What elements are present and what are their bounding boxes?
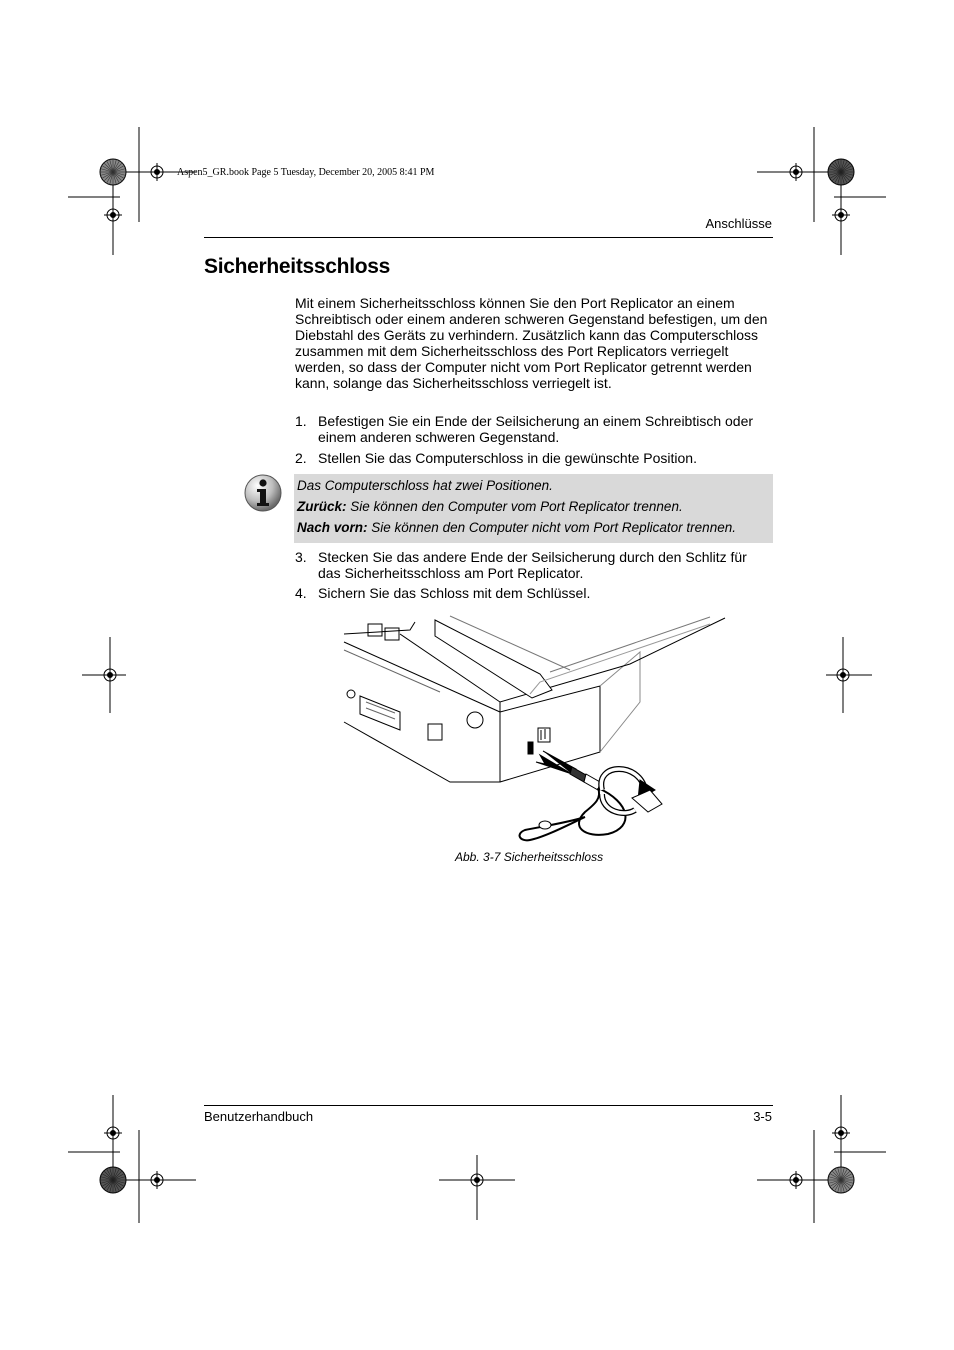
step-text: Befestigen Sie ein Ende der Seilsicherung an einem Schreibtisch oder einem anderen schweren Gegenstand.	[318, 413, 754, 445]
step-1	[295, 413, 773, 445]
note-forward-text: Sie können den Computer nicht vom Port Replicator trennen.	[367, 520, 736, 535]
figure-caption: Abb. 3-7 Sicherheitsschloss	[455, 850, 604, 864]
footer-title: Benutzerhandbuch	[204, 1109, 314, 1124]
step-number: 4.	[295, 585, 307, 601]
step-number: 2.	[295, 450, 307, 466]
security-lock-illustration	[340, 612, 730, 847]
section-title: Sicherheitsschloss	[204, 255, 391, 278]
step-number: 3.	[295, 549, 307, 565]
note-forward-label: Nach vorn:	[297, 520, 368, 535]
info-icon	[244, 474, 282, 512]
step-number: 1.	[295, 413, 307, 429]
note-back-text: Sie können den Computer vom Port Replicator trennen.	[346, 499, 683, 514]
running-header: Anschlüsse	[705, 216, 772, 231]
print-info: Aspen5_GR.book Page 5 Tuesday, December 20, 2005 8:41 PM	[177, 167, 435, 178]
step-text: Stellen Sie das Computerschloss in die gewünschte Position.	[318, 450, 697, 466]
note-back-label: Zurück:	[297, 499, 347, 514]
step-text: Sichern Sie das Schloss mit dem Schlüssel.	[318, 585, 591, 601]
note-line-forward	[297, 520, 736, 535]
step-text: Stecken Sie das andere Ende der Seilsicherung durch den Schlitz für das Sicherheitsschloss am Port Replicator.	[318, 549, 747, 581]
intro-paragraph: Mit einem Sicherheitsschloss können Sie den Port Replicator an einem Schreibtisch oder einem anderen schweren Gegenstand befestigen, um den Diebstahl des Geräts zu verhindern. Zusätzlich kann das Computerschloss zusammen mit dem Sicherheitsschloss des Port Replicators verriegelt werden, so dass der Computer nicht vom Port Replicator getrennt werden kann, solange das Sicherheitsschloss verriegelt ist.	[295, 295, 768, 391]
step-4	[295, 585, 773, 601]
note-line-1: Das Computerschloss hat zwei Positionen.	[297, 478, 553, 493]
note-line-back	[297, 499, 683, 514]
step-2	[295, 450, 773, 466]
header-rule	[204, 237, 773, 238]
footer-rule	[204, 1105, 773, 1106]
step-3	[295, 549, 773, 581]
page-number: 3-5	[753, 1109, 772, 1124]
